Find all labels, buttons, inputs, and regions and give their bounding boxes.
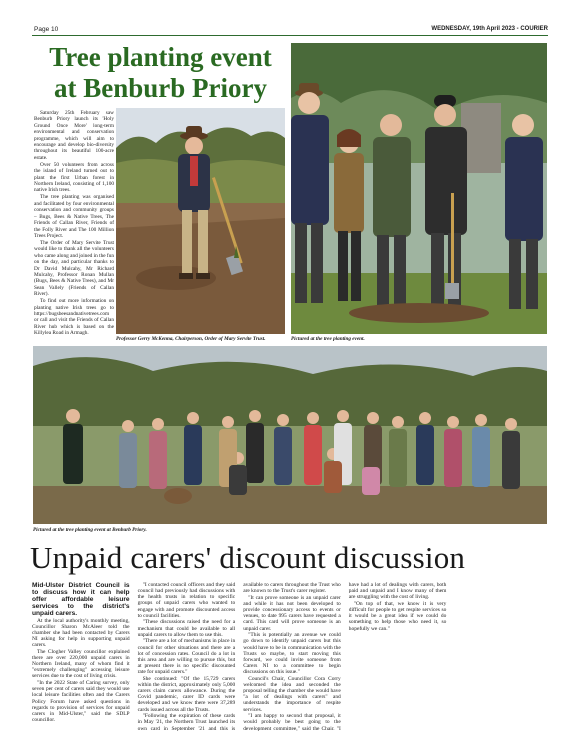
- tree-paragraph: Over 50 volunteers from across the island of Ireland turned out to plant the first Urban forest in Northern Ireland, consisting of 1,100 native Irish trees.: [34, 161, 114, 194]
- tree-paragraph: To find out more information on planting native Irish trees go to https://bugsbeesandnativetrees.com or call and visit the Friends of Callan River hub which is based on the Killylea Road in Armagh.: [34, 298, 114, 337]
- carers-paragraph: The Clogher Valley councillor explained there are over 220,000 unpaid carers in Northern Ireland, many of whom find it "extremely challenging" accessing leisure services due to the cost of living crisis.: [32, 648, 130, 680]
- carers-paragraph: "In the 2022 State of Caring survey, only seven per cent of carers said they would use local leisure facilities often and the Carers Policy Forum have asked questions in regards to provision of services for unpaid carers in Mid-Ulster," said the SDLP councillor.: [32, 680, 130, 723]
- carers-paragraph: "Following the expiration of these cards in May '21, the Northern Trust launched its own card in September '21 and this is available to carers throughout the Trust who are known to the Trust's carer register.: [137, 582, 341, 732]
- carers-paragraph: At the local authority's monthly meeting, Councillor Sharon McAleer told the chamber she had been contacted by Carers NI asking for help in supporting unpaid carers.: [32, 617, 130, 649]
- photo-group-image: [291, 43, 547, 334]
- edition-date: WEDNESDAY, 19th April 2023 - COURIER: [431, 26, 548, 32]
- carers-paragraph: "These discussions raised the need for a mechanism that could be available to all unpaid carers to allow them to use this.: [137, 619, 236, 638]
- header-rule: [32, 35, 548, 36]
- caption-large-group: Pictured at the tree planting event at Benburb Priory.: [33, 527, 147, 533]
- tree-paragraph: Saturday 25th February saw Benburb Priory launch its 'Holy Ground Once More' long-term environmental and conservation programme, which will aim to encourage and develop bio-diversity throughout its beautiful 100-acre estate.: [34, 110, 114, 161]
- carers-paragraph: "On top of that, we know it is very difficult for people to get respite services so it would be a great idea if we could do something to help those who need it, so hopefully we can.": [348, 600, 447, 632]
- photo-tree-planting-group: [291, 43, 547, 334]
- tree-article-body: [34, 110, 114, 337]
- carers-lead: Mid-Ulster District Council is to discuss how it can help offer affordable leisure services to the district's unpaid carers.: [32, 582, 130, 617]
- tree-headline-line1: Tree planting event: [49, 42, 272, 72]
- tree-headline-line2: at Benburb Priory: [54, 73, 267, 103]
- carers-paragraph: She continued: "Of the 15,729 carers within the district, approximately only 5,000 carers claim carers allowance. During the Covid pandemic, carer ID cards were developed and we know there were 37,289 cards issued across all the Trusts.: [137, 675, 236, 713]
- carers-article-body: [32, 582, 552, 732]
- tree-paragraph: The Order of Mary Servite Trust would like to thank all the volunteers who came along and joined in the fun on the day, and particular thanks to Dr David Mulcahy, Mr Richard Mulcahy, Professor Ronan Mullan (Bugs, Bees & Native Trees), and Mr Sean Vallely (Friends of Callan River).: [34, 239, 114, 298]
- carers-paragraph: "There are a lot of mechanisms in place in council for other situations and there are a lot of concession rates. Council do a lot in this area and are willing to pursue this, but at present there is no specific discounted rate for unpaid carers.": [137, 638, 236, 676]
- carers-paragraph: "I contacted council officers and they said council had previously had discussions with the health trusts in relation to specific groups of unpaid carers who wanted to engage with and promote discounted access to council facilities.: [137, 582, 236, 619]
- tree-headline: [33, 42, 288, 104]
- photo-chairperson: [116, 108, 285, 334]
- carers-headline: Unpaid carers' discount discussion: [30, 540, 466, 575]
- tree-paragraph: The tree planting was organised and facilitated by four environmental conservation and community groups – Bugs, Bees & Native Trees, The Friends of Callan River, Friends of the Folly River and The 100 Million Trees Project.: [34, 194, 114, 239]
- photo-chairperson-image: [116, 108, 285, 334]
- carers-paragraph: "I am happy to second that proposal, it would probably be best going to the development committee," said the Chair. "I have had a lot of dealings with carers, both paid and unpaid and I know many of them are struggling with the cost of living.: [243, 582, 447, 732]
- carers-paragraph: "It can prove someone is an unpaid carer and while it has not been developed to provide concessionary access to events or venues, to date 995 carers have requested a card. This card will prove someone is an unpaid carer.: [243, 594, 341, 632]
- photo-large-group: [33, 346, 547, 524]
- caption-chairperson: Professor Gerry McKenna, Chairperson, Order of Mary Servite Trust.: [116, 336, 266, 342]
- carers-paragraph: Council's Chair, Councillor Cora Corry welcomed the idea and seconded the proposal telling the chamber she would have "a lot of dealings with carers" and understands the importance of respite services.: [243, 675, 341, 713]
- page-header: [0, 0, 580, 36]
- photo-large-group-image: [33, 346, 547, 524]
- page-number: Page 10: [34, 26, 59, 33]
- carers-paragraph: "This is potentially an avenue we could go down to identify unpaid carers but this would have to be in communication with the Trusts so maybe, to start moving this forward, we could invite someone from Carers NI to a committee to begin discussions on this issue.": [243, 632, 341, 676]
- caption-tree-planting: Pictured at the tree planting event.: [291, 336, 365, 342]
